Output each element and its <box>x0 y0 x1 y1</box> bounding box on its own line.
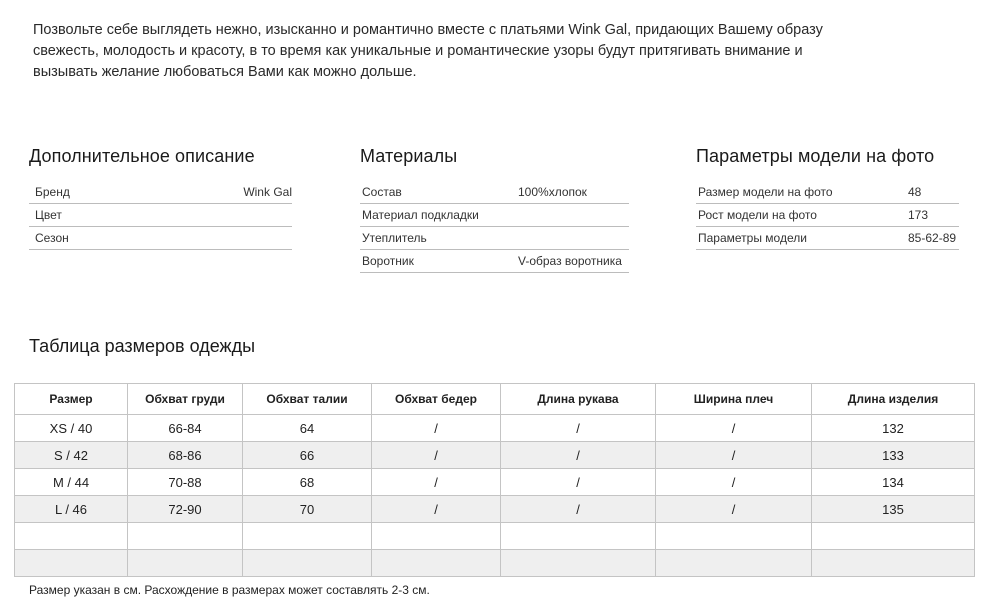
table-cell: S / 42 <box>15 442 128 469</box>
property-value: Wink Gal <box>243 185 292 199</box>
table-cell <box>812 550 975 577</box>
table-cell: XS / 40 <box>15 415 128 442</box>
property-label: Сезон <box>35 231 69 245</box>
table-cell: 70 <box>243 496 372 523</box>
list-item <box>29 227 292 250</box>
table-cell <box>128 523 243 550</box>
table-cell: 68 <box>243 469 372 496</box>
table-cell <box>128 550 243 577</box>
table-cell <box>812 523 975 550</box>
table-cell: 133 <box>812 442 975 469</box>
additional-description-section <box>29 146 292 250</box>
property-label: Состав <box>362 185 402 199</box>
property-label: Воротник <box>362 254 414 268</box>
table-cell <box>501 523 656 550</box>
table-cell: 66-84 <box>128 415 243 442</box>
property-label: Размер модели на фото <box>698 185 833 199</box>
list-item <box>696 181 959 204</box>
property-value: 173 <box>908 208 929 222</box>
table-row <box>15 523 975 550</box>
table-cell: / <box>656 415 812 442</box>
table-cell: 64 <box>243 415 372 442</box>
table-cell: M / 44 <box>15 469 128 496</box>
table-cell: 135 <box>812 496 975 523</box>
table-cell: / <box>656 469 812 496</box>
property-label: Утеплитель <box>362 231 427 245</box>
table-cell: 72-90 <box>128 496 243 523</box>
model-parameters-section <box>696 146 959 250</box>
table-cell <box>15 550 128 577</box>
property-value: 100%хлопок <box>518 185 587 199</box>
table-cell <box>372 523 501 550</box>
column-header: Обхват талии <box>243 384 372 415</box>
column-header: Обхват бедер <box>372 384 501 415</box>
table-cell <box>372 550 501 577</box>
table-row <box>15 469 975 496</box>
materials-section <box>360 146 629 273</box>
property-label: Параметры модели <box>698 231 807 245</box>
property-value: 48 <box>908 185 922 199</box>
table-cell: / <box>501 442 656 469</box>
property-label: Цвет <box>35 208 62 222</box>
table-cell <box>656 523 812 550</box>
table-cell: 134 <box>812 469 975 496</box>
intro-paragraph: Позвольте себе выглядеть нежно, изысканно и романтично вместе с платьями Wink Gal, придающих Вашему образу свежесть, молодость и красоту, в то время как уникальные и романтические узоры будут притягивать внимание и вызывать желание любоваться Вами как можно дольше. <box>33 22 823 80</box>
list-item <box>696 204 959 227</box>
materials-list <box>360 181 629 273</box>
column-header: Размер <box>15 384 128 415</box>
property-label: Рост модели на фото <box>698 208 817 222</box>
column-header: Ширина плеч <box>656 384 812 415</box>
table-cell <box>243 523 372 550</box>
property-value: V-образ воротника <box>518 254 622 268</box>
description-list <box>29 181 292 250</box>
property-label: Материал подкладки <box>362 208 479 222</box>
table-cell: / <box>372 415 501 442</box>
table-cell <box>656 550 812 577</box>
table-cell: / <box>372 469 501 496</box>
section-title: Дополнительное описание <box>29 146 255 166</box>
table-cell: / <box>501 469 656 496</box>
table-cell: 66 <box>243 442 372 469</box>
table-cell: / <box>656 496 812 523</box>
list-item <box>360 227 629 250</box>
table-cell: 132 <box>812 415 975 442</box>
list-item <box>360 250 629 273</box>
list-item <box>29 204 292 227</box>
table-cell <box>15 523 128 550</box>
model-parameters-list <box>696 181 959 250</box>
table-row <box>15 415 975 442</box>
table-cell: / <box>656 442 812 469</box>
table-cell <box>501 550 656 577</box>
table-row <box>15 550 975 577</box>
table-row <box>15 496 975 523</box>
table-cell: / <box>501 496 656 523</box>
column-header: Длина рукава <box>501 384 656 415</box>
list-item <box>360 204 629 227</box>
size-note: Размер указан в см. Расхождение в размерах может составлять 2-3 см. <box>29 583 430 597</box>
table-cell: / <box>372 442 501 469</box>
column-header: Обхват груди <box>128 384 243 415</box>
table-cell <box>243 550 372 577</box>
table-cell: / <box>501 415 656 442</box>
table-cell: / <box>372 496 501 523</box>
table-cell: 70-88 <box>128 469 243 496</box>
list-item <box>360 181 629 204</box>
section-title: Параметры модели на фото <box>696 146 935 166</box>
list-item <box>696 227 959 250</box>
table-cell: 68-86 <box>128 442 243 469</box>
column-header: Длина изделия <box>812 384 975 415</box>
table-cell: L / 46 <box>15 496 128 523</box>
table-header-row <box>15 384 975 415</box>
property-label: Бренд <box>35 185 70 199</box>
size-table-title: Таблица размеров одежды <box>29 336 256 356</box>
list-item <box>29 181 292 204</box>
size-table <box>14 383 975 577</box>
table-row <box>15 442 975 469</box>
section-title: Материалы <box>360 146 458 166</box>
property-value: 85-62-89 <box>908 231 957 245</box>
